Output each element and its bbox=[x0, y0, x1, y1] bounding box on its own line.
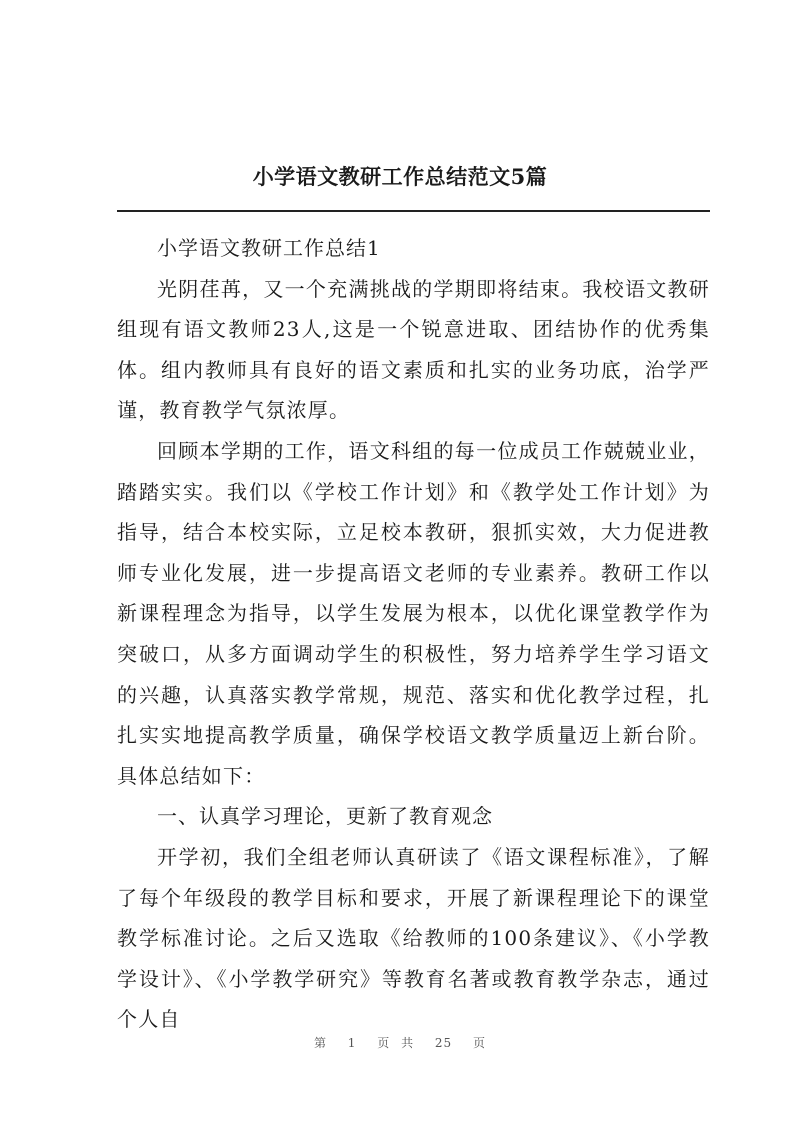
footer-current-page: 1 bbox=[347, 1036, 357, 1050]
footer-label-ye: 页 bbox=[473, 1036, 487, 1050]
footer-label-ye-gong: 页 共 bbox=[377, 1036, 415, 1050]
document-title: 小学语文教研工作总结范文5篇 bbox=[252, 164, 548, 189]
section-heading: 一、认真学习理论，更新了教育观念 bbox=[157, 804, 493, 829]
footer-total-pages: 25 bbox=[434, 1036, 453, 1050]
title-divider bbox=[117, 210, 710, 212]
paragraph: 开学初，我们全组老师认真研读了《语文课程标准》，了解了每个年级段的教学目标和要求，开展了新课程理论下的课堂教学标准讨论。之后又选取《给教师的100条建议》、《小学教学设计》、《小学教学研究》等教育名著或教育教学杂志，通过个人自 bbox=[117, 844, 710, 1032]
footer-label-di: 第 bbox=[313, 1036, 327, 1050]
document-body bbox=[117, 228, 710, 1040]
section-heading: 小学语文教研工作总结1 bbox=[157, 236, 381, 260]
page-footer bbox=[0, 1034, 800, 1051]
paragraph: 回顾本学期的工作，语文科组的每一位成员工作兢兢业业，踏踏实实。我们以《学校工作计划》和《教学处工作计划》为指导，结合本校实际，立足校本教研，狠抓实效，大力促进教师专业化发展，进一步提高语文老师的专业素养。教研工作以新课程理念为指导，以学生发展为根本，以优化课堂教学作为突破口，从多方面调动学生的积极性，努力培养学生学习语文的兴趣，认真落实教学常规，规范、落实和优化教学过程，扎扎实实地提高教学质量，确保学校语文教学质量迈上新台阶。具体总结如下： bbox=[117, 438, 710, 788]
paragraph: 光阴荏苒，又一个充满挑战的学期即将结束。我校语文教研组现有语文教师23人,这是一个锐意进取、团结协作的优秀集体。组内教师具有良好的语文素质和扎实的业务功底，治学严谨，教育教学气氛浓厚。 bbox=[117, 276, 710, 423]
